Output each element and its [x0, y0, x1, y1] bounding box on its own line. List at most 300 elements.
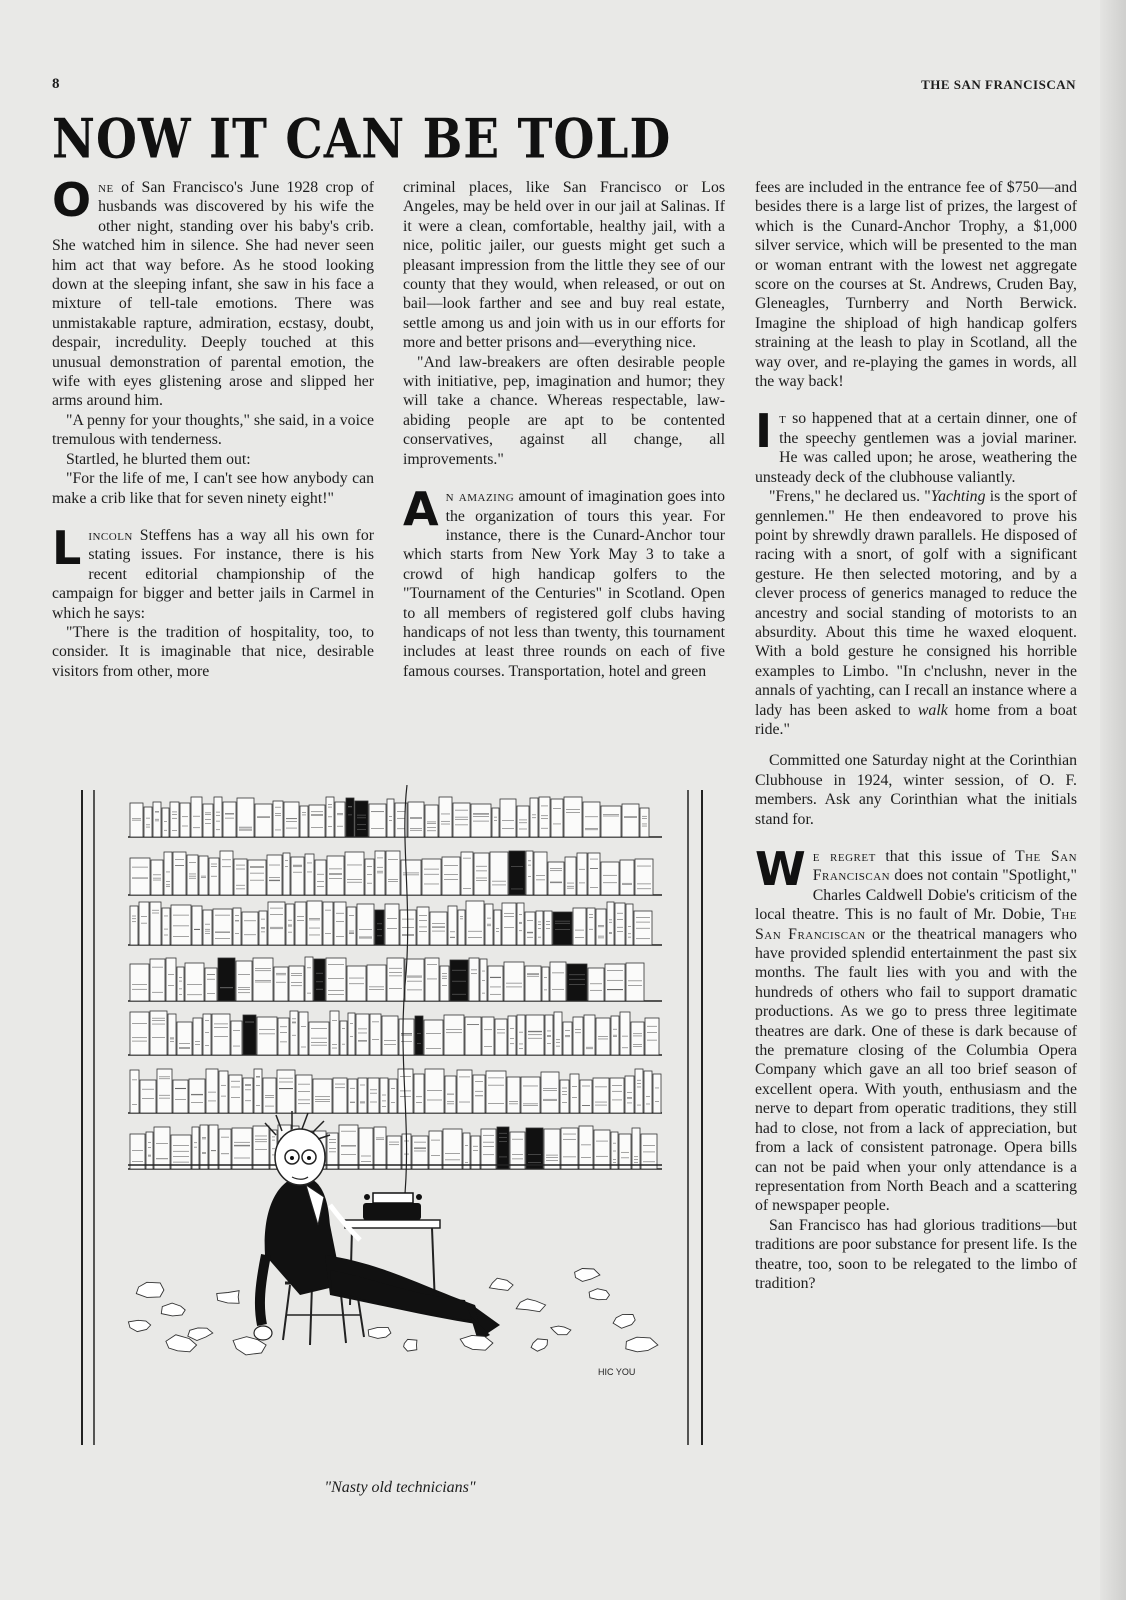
- bookshelves: [128, 797, 662, 1169]
- book-spine: [233, 908, 241, 945]
- book-spine: [579, 1126, 593, 1169]
- book-spine: [545, 1015, 553, 1055]
- book-spine: [554, 1012, 562, 1055]
- drop-cap: W: [755, 842, 806, 896]
- book-spine: [305, 854, 314, 895]
- paragraph: Committed one Saturday night at the Corinthian Clubhouse in 1924, winter session, of O. F. members. Ask any Corinthian what the initials stand for.: [755, 752, 1077, 828]
- book-spine: [635, 859, 653, 895]
- book-spine: [641, 1134, 657, 1169]
- book-spine: [345, 852, 364, 895]
- column-1: [52, 173, 374, 681]
- book-spine: [631, 1022, 644, 1055]
- artist-signature: [598, 1367, 635, 1377]
- paragraph: "And law-breakers are often desirable people with initiative, pep, imagination and humor; they will take a chance. Whereas respectable, law-abiding people are apt to be contented conservatives, against all change, all improvements.": [403, 353, 725, 468]
- book-spine: [611, 1016, 619, 1055]
- book-spine: [130, 964, 149, 1001]
- book-spine: [154, 1127, 170, 1169]
- book-spine: [553, 912, 572, 945]
- book-spine: [242, 912, 258, 945]
- book-spine: [203, 910, 212, 945]
- italic-run: walk: [917, 701, 948, 719]
- paragraph-text: so happened that at a certain dinner, one of the speechy gentlemen was a jovial mariner. He was called upon; he arose, weathering the unsteady deck of the clubhouse valiantly.: [755, 410, 1077, 486]
- book-spine: [375, 910, 384, 945]
- book-spine: [429, 1131, 442, 1169]
- book-spine: [442, 857, 460, 895]
- book-spine: [144, 807, 152, 837]
- book-spine: [177, 967, 184, 1001]
- book-spine: [168, 1014, 176, 1055]
- book-spine: [130, 858, 150, 895]
- book-spine: [521, 1077, 540, 1113]
- paragraph: [52, 520, 374, 623]
- book-spine: [327, 1133, 338, 1169]
- book-spine: [439, 797, 452, 837]
- book-spine: [236, 961, 252, 1001]
- book-spine: [471, 804, 491, 837]
- book-spine: [267, 855, 282, 895]
- book-spine: [162, 808, 169, 837]
- book-spine: [440, 966, 449, 1001]
- small-caps-run: The San Franciscan: [812, 848, 1078, 885]
- book-spine: [444, 1015, 464, 1055]
- book-spine: [387, 799, 394, 837]
- book-spine: [615, 903, 625, 945]
- book-spine: [457, 1070, 472, 1113]
- book-spine: [644, 1071, 652, 1113]
- book-spine: [386, 851, 400, 895]
- paragraph: [755, 487, 1077, 739]
- typewriter: [363, 1193, 422, 1220]
- book-spine: [620, 1012, 630, 1055]
- crumpled-paper: [516, 1299, 545, 1312]
- illustration-caption: "Nasty old technicians": [324, 1479, 476, 1496]
- book-spine: [307, 901, 322, 945]
- book-spine: [369, 804, 386, 837]
- book-spine: [422, 859, 441, 895]
- book-spine: [203, 1014, 211, 1055]
- book-spine: [412, 1136, 428, 1169]
- book-spine: [315, 860, 326, 895]
- book-spine: [490, 852, 508, 895]
- cartoon-illustration: [80, 785, 720, 1475]
- book-spine: [588, 968, 604, 1001]
- book-spine: [500, 799, 516, 837]
- book-spine: [517, 1015, 525, 1055]
- book-spine: [189, 1079, 205, 1113]
- book-spine: [480, 959, 487, 1001]
- book-spine: [368, 1078, 379, 1113]
- book-spine: [333, 1078, 347, 1113]
- page-number: 8: [52, 76, 60, 92]
- book-spine: [259, 911, 267, 945]
- book-spine: [192, 1127, 199, 1169]
- book-spine: [243, 1015, 256, 1055]
- book-spine: [162, 908, 170, 945]
- book-spine: [257, 1017, 277, 1055]
- book-spine: [164, 852, 172, 895]
- book-spine: [231, 1021, 242, 1055]
- book-spine: [348, 1079, 357, 1113]
- book-spine: [243, 1078, 253, 1113]
- book-spine: [234, 859, 247, 895]
- paragraph: [52, 173, 374, 411]
- book-spine: [382, 1016, 398, 1055]
- book-spine: [577, 853, 587, 895]
- book-spine: [502, 903, 516, 945]
- book-spine: [309, 1022, 329, 1055]
- book-spine: [594, 1130, 610, 1169]
- book-spine: [450, 960, 468, 1001]
- book-spine: [539, 797, 550, 837]
- book-spine: [283, 853, 290, 895]
- book-spine: [645, 1018, 659, 1055]
- book-spine: [277, 1070, 295, 1113]
- book-spine: [601, 806, 621, 837]
- book-spine: [219, 1071, 228, 1113]
- book-spine: [289, 966, 304, 1001]
- paragraph: [403, 482, 725, 681]
- book-spine: [414, 1074, 424, 1113]
- book-spine: [334, 902, 346, 945]
- crumpled-paper: [404, 1339, 417, 1351]
- book-spine: [367, 965, 386, 1001]
- book-spine: [399, 1019, 414, 1055]
- page-edge: [1100, 0, 1126, 1600]
- book-spine: [150, 902, 161, 945]
- book-spine: [255, 804, 272, 837]
- book-spine: [166, 958, 176, 1001]
- book-spine: [563, 1022, 572, 1055]
- book-spine: [632, 1128, 640, 1169]
- book-spine: [551, 799, 563, 837]
- book-spine: [180, 803, 190, 837]
- book-spine: [474, 853, 489, 895]
- book-spine: [526, 851, 533, 895]
- text-run: home from a boat ride.": [755, 701, 1077, 738]
- book-spine: [570, 1074, 579, 1113]
- book-spine: [466, 901, 484, 945]
- paragraph-text: of San Francisco's June 1928 crop of husbands was discovered by his wife the other night, standing over his baby's crib. She watched him in silence. She had never seen him act that way before. As he stood looking down at the sleeping infant, she saw in his face a mixture of tell-tale emotions. There was unmistakable rapture, admiration, ecstasy, doubt, despair, incredulity. Deeply touched at this unusual demonstration of parental emotion, the wife with eyes glistening arose and slipped her arms around him.: [52, 179, 374, 410]
- book-spine: [593, 1078, 609, 1113]
- book-spine: [191, 797, 202, 837]
- book-spine: [387, 958, 404, 1001]
- book-spine: [213, 909, 232, 945]
- book-spine: [130, 1134, 145, 1169]
- book-spine: [212, 1014, 230, 1055]
- book-spine: [626, 904, 633, 945]
- paragraph: "A penny for your thoughts," she said, in a voice tremulous with tenderness.: [52, 411, 374, 449]
- book-spine: [580, 1080, 592, 1113]
- book-spine: [173, 1080, 188, 1113]
- book-spine: [313, 1079, 332, 1113]
- crumpled-paper: [575, 1269, 600, 1282]
- book-spine: [223, 802, 236, 837]
- book-spine: [495, 1019, 507, 1055]
- book-spine: [458, 910, 465, 945]
- book-spine: [471, 1136, 480, 1169]
- book-spine: [504, 962, 524, 1001]
- book-spine: [330, 1011, 339, 1055]
- book-spine: [359, 1128, 373, 1169]
- book-spine: [482, 1017, 494, 1055]
- book-spine: [453, 803, 470, 837]
- book-spine: [229, 1075, 242, 1113]
- paragraph-text: Steffens has a way all his own for stating issues. For instance, there is his recent editorial championship of the campaign for bigger and better jails in Carmel in which he says:: [52, 526, 374, 622]
- book-spine: [130, 906, 138, 945]
- book-spine: [205, 968, 217, 1001]
- book-spine: [510, 1132, 525, 1169]
- text-run: "Frens," he declared us. ": [769, 488, 931, 506]
- paragraph: [755, 842, 1078, 1216]
- book-spine: [385, 904, 399, 945]
- book-spine: [177, 1022, 192, 1055]
- crumpled-paper: [161, 1303, 185, 1316]
- small-caps-opening: n amazing: [445, 488, 515, 506]
- book-spine: [485, 904, 493, 945]
- book-spine: [370, 1014, 381, 1055]
- crumpled-paper: [136, 1282, 164, 1297]
- book-spine: [140, 1080, 156, 1113]
- book-spine: [173, 852, 186, 895]
- book-spine: [274, 967, 288, 1001]
- paragraph-text: amount of imagination goes into the organization of tours this year. For instance, there is the Cunard-Anchor tour which starts from New York May 3 to take a crowd of high handicap golfers to the "Tournament of the Centuries" in Scotland. Open to all members of registered golf clubs having handicaps of not less than twenty, this tournament includes at least three rounds on each of five famous courses. Transportation, hotel and green: [403, 488, 725, 680]
- book-spine: [469, 958, 479, 1001]
- small-caps-opening: incoln: [88, 526, 133, 544]
- book-spine: [541, 1072, 559, 1113]
- book-spine: [157, 1069, 172, 1113]
- book-spine: [620, 860, 634, 895]
- book-spine: [355, 801, 368, 837]
- book-spine: [300, 806, 308, 837]
- book-spine: [653, 1074, 661, 1113]
- book-spine: [488, 966, 503, 1001]
- paragraph: [755, 404, 1077, 487]
- book-spine: [405, 959, 424, 1001]
- book-spine: [219, 1129, 231, 1169]
- book-spine: [601, 862, 619, 895]
- book-spine: [139, 902, 149, 945]
- drop-cap: A: [403, 482, 439, 537]
- book-spine: [509, 851, 525, 895]
- book-spine: [542, 967, 549, 1001]
- book-spine: [305, 957, 313, 1001]
- book-spine: [290, 1011, 298, 1055]
- book-spine: [296, 1075, 312, 1113]
- book-spine: [170, 802, 179, 837]
- book-spine: [380, 1078, 388, 1113]
- book-spine: [605, 964, 625, 1001]
- book-spine: [253, 1126, 269, 1169]
- crumpled-paper: [551, 1326, 571, 1335]
- book-spine: [200, 1125, 208, 1169]
- book-spine: [171, 905, 191, 945]
- book-spine: [517, 806, 529, 837]
- book-spine: [567, 964, 587, 1001]
- paragraph: "For the life of me, I can't see how anybody can make a crib like that for seven ninety eight!": [52, 470, 374, 507]
- book-spine: [565, 857, 576, 895]
- book-spine: [625, 1076, 634, 1113]
- column-3: [755, 178, 1077, 1293]
- book-spine: [401, 860, 421, 895]
- book-spine: [465, 1017, 481, 1055]
- book-spine: [587, 908, 595, 945]
- text-run: does not contain "Spotlight," Charles Caldwell Dobie's criticism of the local theatre. This is no fault of Mr. Dobie,: [755, 867, 1077, 924]
- book-spine: [473, 1075, 485, 1113]
- book-spine: [365, 859, 374, 895]
- book-spine: [374, 1127, 386, 1169]
- book-spine: [425, 1069, 444, 1113]
- book-spine: [323, 902, 333, 945]
- book-spine: [291, 857, 304, 895]
- book-spine: [550, 962, 566, 1001]
- book-spine: [357, 904, 374, 945]
- book-spine: [268, 902, 285, 945]
- book-spine: [417, 907, 429, 945]
- book-spine: [171, 1135, 191, 1169]
- book-spine: [430, 912, 447, 945]
- book-spine: [232, 1128, 252, 1169]
- book-spine: [339, 1125, 358, 1169]
- small-caps-opening: e regret: [812, 848, 876, 865]
- book-spine: [610, 1078, 624, 1113]
- book-spine: [544, 1129, 560, 1169]
- drop-cap: O: [52, 173, 92, 227]
- book-spine: [185, 963, 204, 1001]
- crumpled-paper: [217, 1291, 239, 1304]
- book-spine: [525, 912, 535, 945]
- book-spine: [335, 802, 345, 837]
- book-spine: [486, 1071, 506, 1113]
- crumpled-paper: [489, 1278, 513, 1290]
- book-spine: [507, 1077, 520, 1113]
- italic-run: Yachting: [930, 488, 986, 506]
- book-spine: [445, 1076, 456, 1113]
- book-spine: [237, 798, 254, 837]
- small-caps-opening: ne: [98, 179, 114, 196]
- book-spine: [273, 801, 283, 837]
- book-spine: [314, 959, 325, 1001]
- book-spine: [635, 1069, 643, 1113]
- paragraph: fees are included in the entrance fee of $750—and besides there is a large list of prizes, the largest of which is the Cunard-Anchor Trophy, a $1,000 silver service, which will be presented to the man or woman entrant with the lowest net aggregate score on the courses at St. Andrews, Cruden Bay, Gleneagles, Turnberry and North Berwick. Imagine the shipload of high handicap golfers straining at the leash to play in Scotland, all the way over, and re-playing the games in words, all the way back!: [755, 179, 1077, 391]
- book-spine: [214, 797, 222, 837]
- text-run: that this issue of: [875, 848, 1015, 865]
- book-spine: [492, 808, 499, 837]
- book-spine: [346, 798, 354, 837]
- headline: NOW IT CAN BE TOLD: [52, 108, 672, 172]
- book-spine: [573, 1017, 583, 1055]
- crumpled-paper: [531, 1339, 547, 1351]
- book-spine: [358, 1078, 367, 1113]
- book-spine: [220, 851, 233, 895]
- book-spine: [424, 1020, 443, 1055]
- book-spine: [389, 1079, 397, 1113]
- book-spine: [150, 959, 165, 1001]
- book-spine: [425, 805, 438, 837]
- book-spine: [193, 1018, 202, 1055]
- book-spine: [536, 911, 543, 945]
- drop-cap: I: [755, 404, 773, 459]
- paragraph: criminal places, like San Francisco or Los Angeles, may be held over in our jail at Salinas. If it were a clean, comfortable, healthy jail, with a nice, politic jailer, our guests might get such a pleasant impression from the little they see of our county that they would, when released, or out on bail—look farther and see and buy real estate, settle among us and join with us in our efforts for more and better prisons and—everything nice.: [403, 179, 725, 352]
- paragraph: San Francisco has had glorious traditions—but traditions are poor substance for present life. Is the theatre, too, soon to be relegated to the limbo of tradition?: [755, 1216, 1077, 1292]
- crumpled-paper: [128, 1320, 150, 1331]
- book-spine: [607, 902, 614, 945]
- text-run: or the theatrical managers who have provided splendid entertainment the past six months. The fault lies with you and with the hundreds of others who fail to support dramatic productions. As we go to press three legitimate theatres are dark. One of these is dark because of the premature closing of the Columbia Opera Company which gave an all too brief season of excellent opera. With youth, enthusiasm and the nerve to depart from operatic traditions, they still had to close, not from a lack of appreciation, but from a lack of consistent patronage. Opera bills can not be paid when your only attendance is a representation from North Beach and a scattering of newspaper people.: [755, 925, 1077, 1215]
- book-spine: [443, 1129, 462, 1169]
- book-spine: [548, 862, 564, 895]
- book-spine: [463, 1133, 470, 1169]
- book-spine: [295, 902, 306, 945]
- paragraph: Startled, he blurted them out:: [66, 450, 251, 468]
- book-spine: [564, 797, 582, 837]
- book-spine: [187, 855, 198, 895]
- crumpled-paper: [589, 1289, 609, 1300]
- book-spine: [347, 907, 356, 945]
- book-spine: [209, 858, 219, 895]
- book-spine: [448, 906, 457, 945]
- book-spine: [151, 860, 163, 895]
- book-spine: [387, 1136, 401, 1169]
- book-spine: [494, 910, 501, 945]
- book-spine: [286, 904, 294, 945]
- book-spine: [534, 852, 547, 895]
- book-spine: [309, 805, 325, 837]
- crumpled-paper: [613, 1314, 635, 1328]
- book-spine: [284, 802, 299, 837]
- crumpled-paper: [626, 1337, 658, 1352]
- book-spine: [573, 908, 586, 945]
- book-spine: [248, 860, 266, 895]
- book-spine: [340, 1021, 347, 1055]
- book-spine: [640, 808, 649, 837]
- small-caps-run: The San Franciscan: [755, 906, 1077, 943]
- book-spine: [206, 1069, 218, 1113]
- signature-text: HIC YOU: [598, 1367, 636, 1377]
- book-spine: [611, 1132, 618, 1169]
- book-spine: [619, 1134, 631, 1169]
- book-spine: [130, 1012, 149, 1055]
- book-spine: [253, 958, 273, 1001]
- cartoon-drawing: [80, 785, 720, 1475]
- small-caps-opening: t: [779, 410, 787, 428]
- paragraph: "There is the tradition of hospitality, too, to consider. It is imaginable that nice, desirable visitors from other, more: [52, 623, 374, 680]
- book-spine: [626, 963, 644, 1001]
- book-spine: [408, 802, 424, 837]
- book-spine: [525, 966, 541, 1001]
- book-spine: [327, 856, 344, 895]
- text-run: is the sport of gennlemen." He then endeavored to prove his point by shrewdly drawn parallels. He disposed of racing with a snort, of golf with a significant gesture. He then selected motoring, and by a clever process of generics managed to reduce the ancestry and social standing of motorists to an absurdity. About this time he waxed eloquent. With a bold gesture he consigned his horrible examples to Limbo. "In c'nclushn, never in the annals of yachting, can I recall an instance where a lady has been asked to: [755, 488, 1078, 719]
- drop-cap: L: [52, 520, 82, 575]
- book-spine: [218, 958, 235, 1001]
- book-spine: [203, 804, 213, 837]
- running-head: THE SAN FRANCISCAN: [921, 77, 1076, 92]
- book-spine: [278, 1018, 289, 1055]
- book-spine: [517, 903, 524, 945]
- book-spine: [130, 1070, 139, 1113]
- book-spine: [146, 1132, 153, 1169]
- book-spine: [508, 1016, 516, 1055]
- book-spine: [192, 906, 202, 945]
- book-spine: [583, 802, 600, 837]
- book-spine: [415, 1016, 423, 1055]
- crumpled-paper: [188, 1328, 213, 1341]
- crumpled-paper: [368, 1327, 391, 1338]
- book-spine: [209, 1125, 218, 1169]
- book-spine: [356, 1014, 369, 1055]
- book-spine: [560, 1080, 569, 1113]
- book-spine: [348, 1013, 355, 1055]
- book-spine: [254, 1069, 262, 1113]
- book-spine: [199, 856, 208, 895]
